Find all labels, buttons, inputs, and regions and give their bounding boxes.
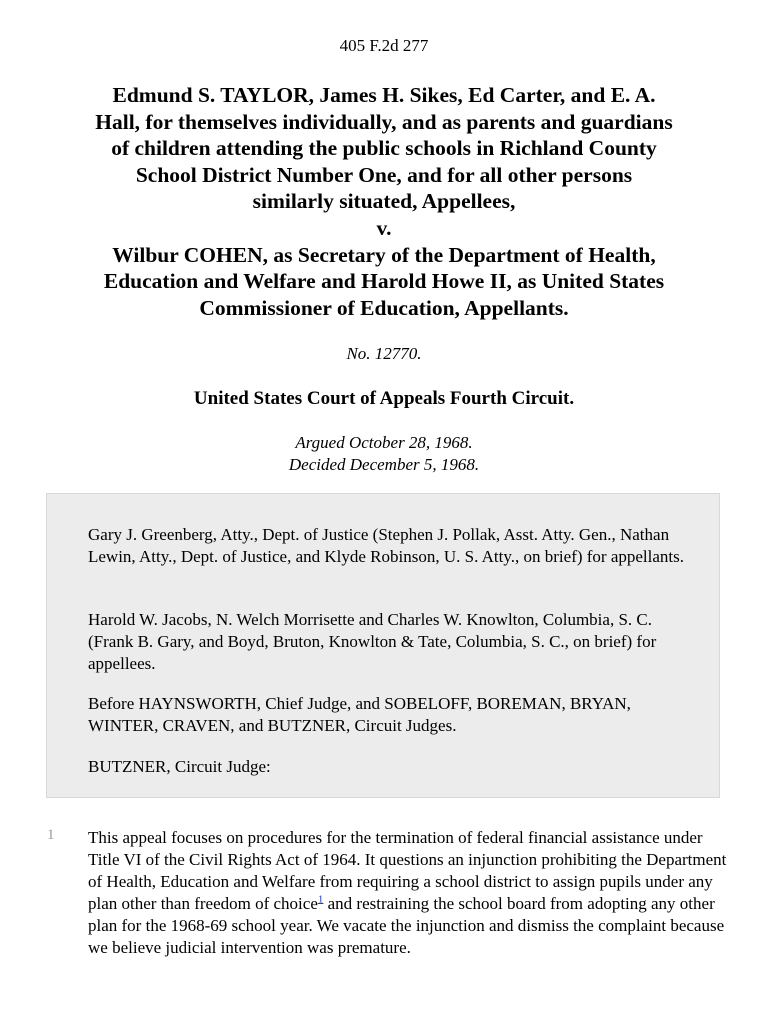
case-title-line: Education and Welfare and Harold Howe II, as United States <box>103 269 665 294</box>
footnote-link[interactable]: 1 <box>317 893 324 906</box>
case-title-line: Commissioner of Education, Appellants. <box>199 295 569 320</box>
paragraph-text <box>88 827 728 959</box>
case-title-line: of children attending the public schools in Richland County <box>111 136 657 161</box>
appellants-counsel: Gary J. Greenberg, Atty., Dept. of Justice (Stephen J. Pollak, Asst. Atty. Gen., Nathan Lewin, Atty., Dept. of Justice, and Klyde Robinson, U. S. Atty., on brief) for appellants. <box>88 525 685 566</box>
citation: 405 F.2d 277 <box>339 36 429 55</box>
decided-date: Decided December 5, 1968. <box>288 454 480 474</box>
case-title-line: School District Number One, and for all other persons <box>135 162 633 187</box>
case-title-line: Hall, for themselves individually, and as parents and guardians <box>95 109 673 134</box>
case-title-line: Edmund S. TAYLOR, James H. Sikes, Ed Carter, and E. A. <box>112 83 656 107</box>
argued-date: Argued October 28, 1968. <box>295 433 473 452</box>
paragraph-number: 1 <box>47 827 55 843</box>
case-title-line: Wilbur COHEN, as Secretary of the Department of Health, <box>112 242 656 267</box>
opinion-author: BUTZNER, Circuit Judge: <box>88 757 271 776</box>
case-dates <box>0 432 768 475</box>
appellees-counsel: Harold W. Jacobs, N. Welch Morrisette and Charles W. Knowlton, Columbia, S. C. (Frank B. Gary, and Boyd, Bruton, Knowlton & Tate, Columbia, S. C., on brief) for appellees. <box>88 610 657 673</box>
case-title <box>44 82 724 321</box>
counsel-box <box>46 493 720 798</box>
docket-number: No. 12770. <box>346 344 422 363</box>
paragraph-text-start: This appeal focuses on procedures for the termination of federal financial assistance under Title VI of the Civil Rights Act of 1964. It questions an injunction prohibiting the Department of Health, Education and Welfare from requiring a school district to assign pupils under any plan other than freedom of choice <box>88 828 727 913</box>
paragraph-text-end: and restraining the school board from adopting any other plan for the 1968-69 school year. We vacate the injunction and dismiss the complaint because we believe judicial intervention was premature. <box>88 894 725 957</box>
case-title-line: similarly situated, Appellees, <box>252 189 516 214</box>
judge-panel: Before HAYNSWORTH, Chief Judge, and SOBELOFF, BOREMAN, BRYAN, WINTER, CRAVEN, and BUTZNER, Circuit Judges. <box>88 694 631 735</box>
case-title-versus: v. <box>376 215 392 240</box>
court-name: United States Court of Appeals Fourth Circuit. <box>193 388 575 409</box>
